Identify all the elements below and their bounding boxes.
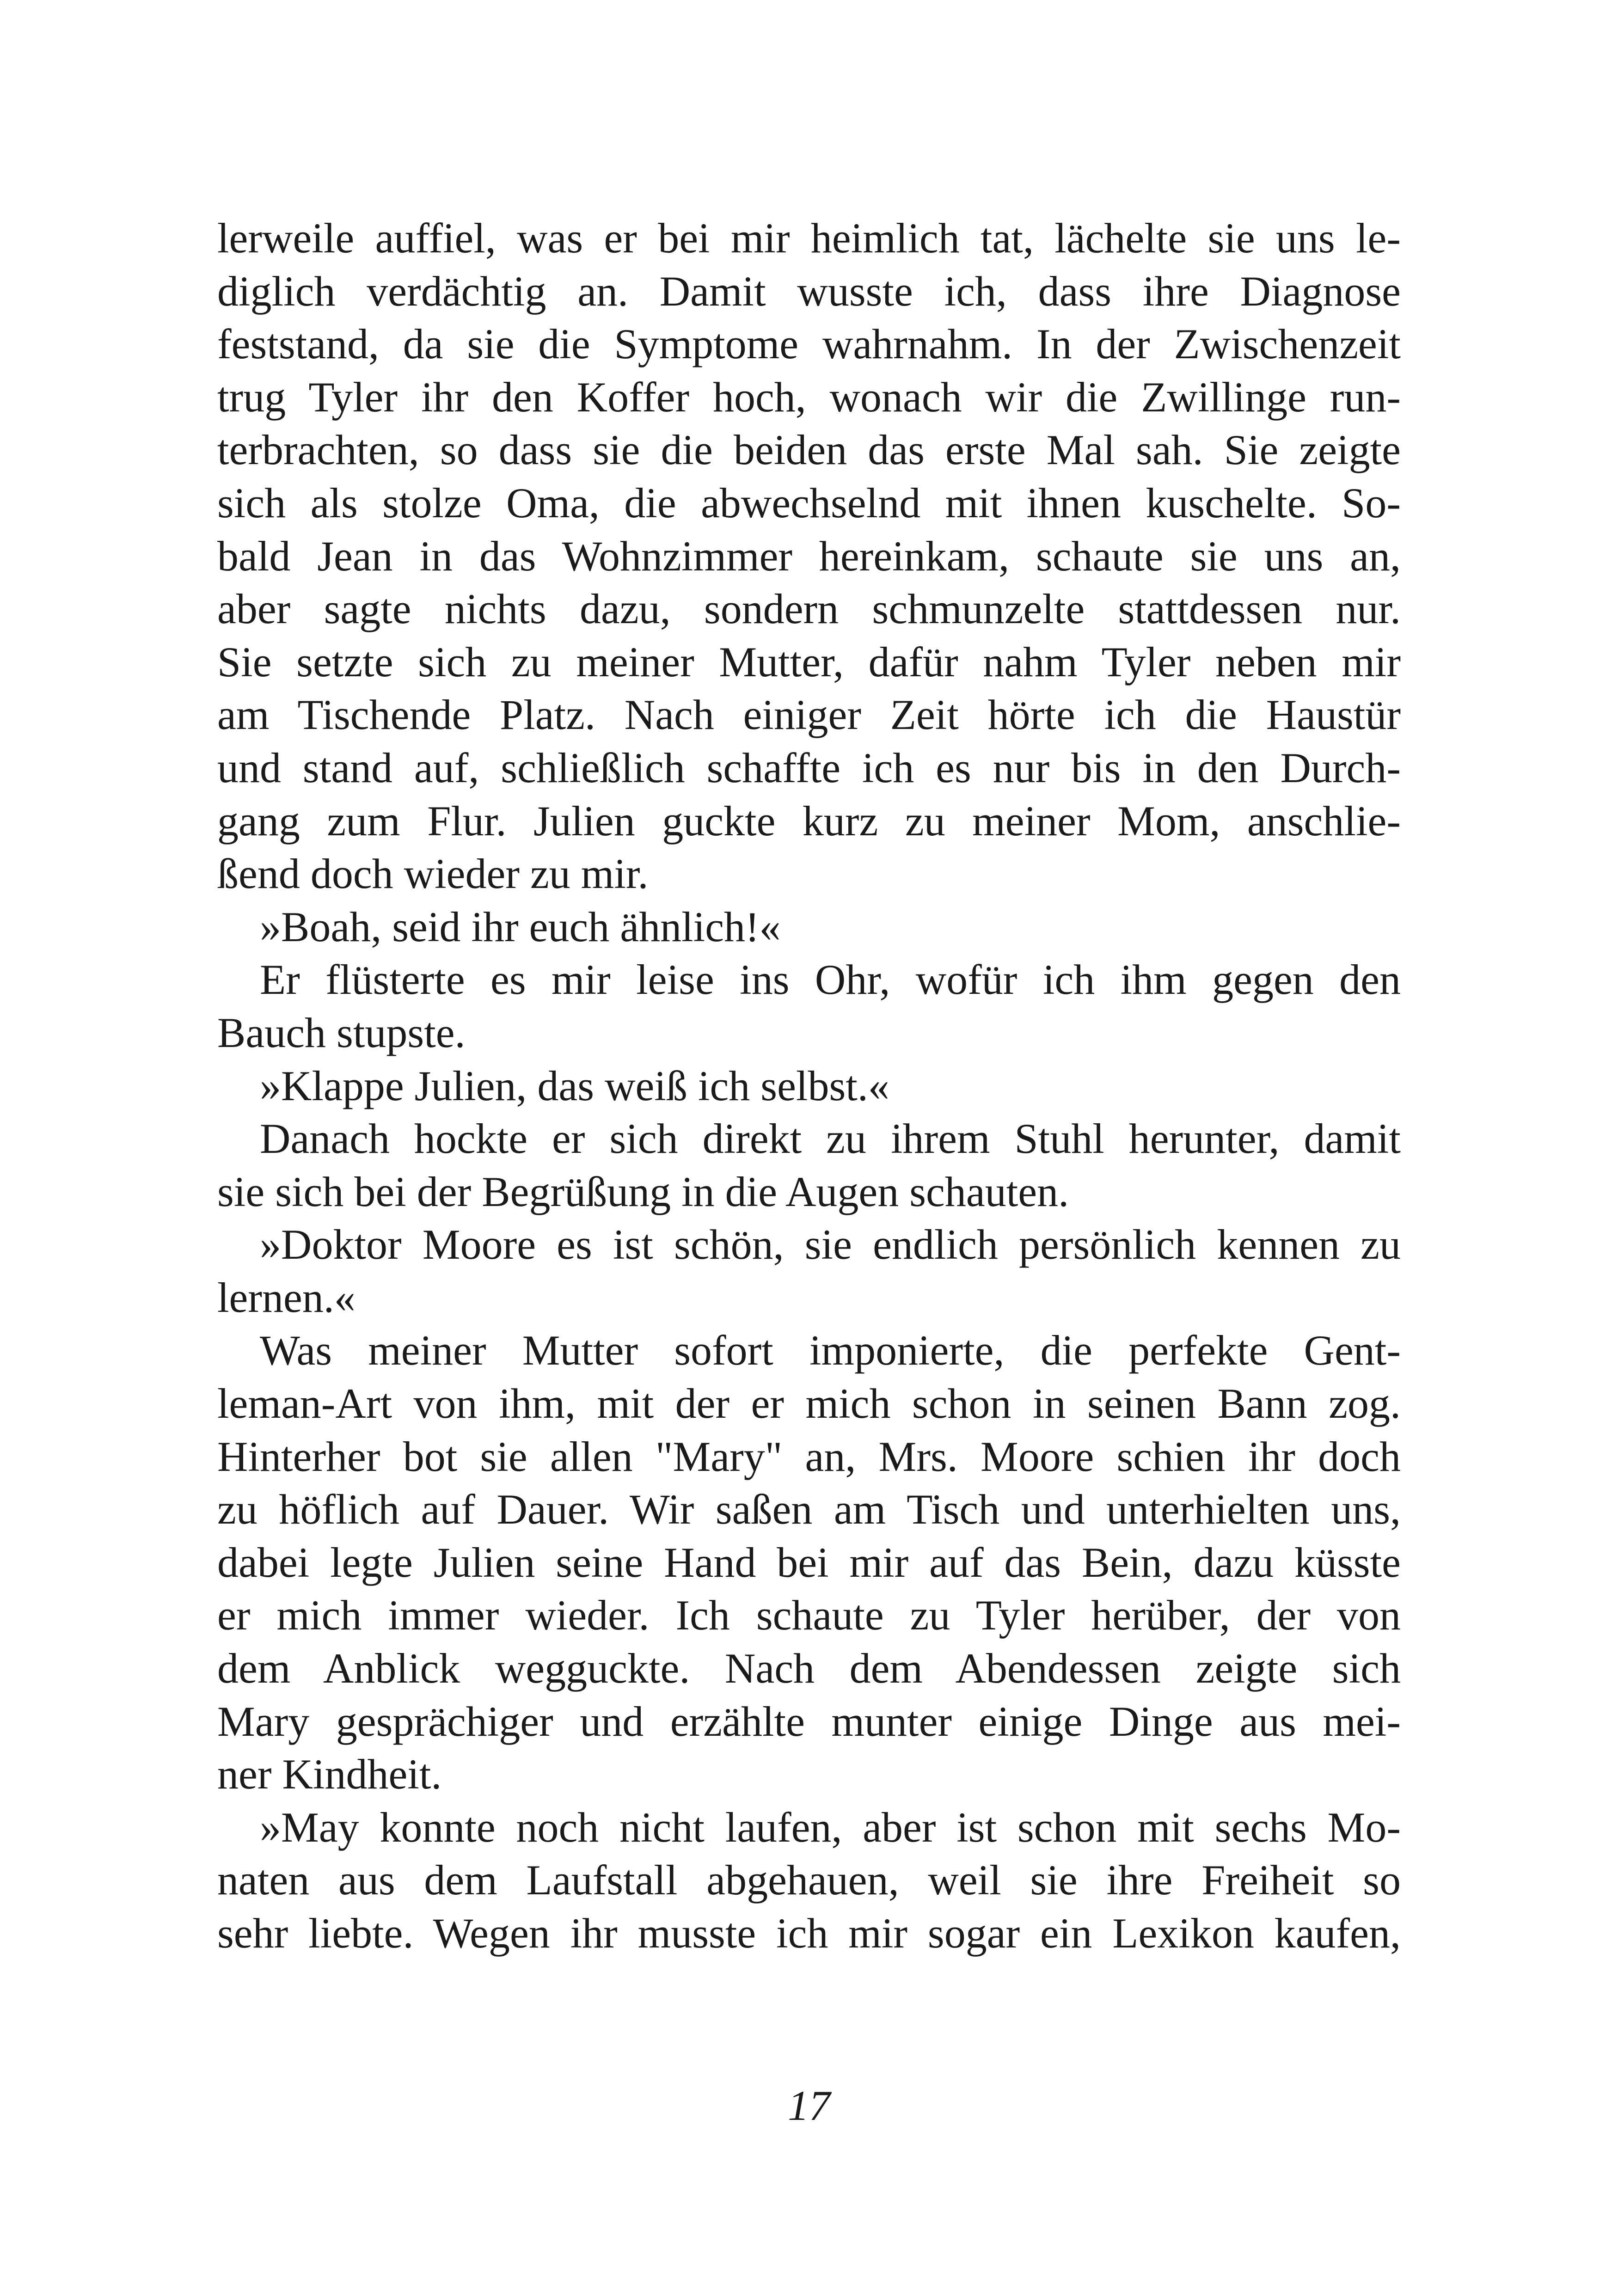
text-line: und stand auf, schließlich schaffte ich es nur bis in den Durch- bbox=[217, 744, 1401, 791]
text-line: Sie setzte sich zu meiner Mutter, dafür nahm Tyler neben mir bbox=[217, 638, 1401, 686]
text-line: er mich immer wieder. Ich schaute zu Tyler herüber, der von bbox=[217, 1592, 1401, 1639]
text-line: leman-Art von ihm, mit der er mich schon in seinen Bann zog. bbox=[217, 1380, 1401, 1427]
text-line: ßend doch wieder zu mir. bbox=[217, 850, 649, 898]
text-line: ner Kindheit. bbox=[217, 1751, 442, 1798]
text-line: Bauch stupste. bbox=[217, 1009, 466, 1056]
text-line: zu höflich auf Dauer. Wir saßen am Tisch und unterhielten uns, bbox=[217, 1486, 1401, 1533]
text-line: sehr liebte. Wegen ihr musste ich mir sogar ein Lexikon kaufen, bbox=[217, 1910, 1401, 1957]
text-line: dem Anblick wegguckte. Nach dem Abendessen zeigte sich bbox=[217, 1645, 1401, 1692]
text-line: »Klappe Julien, das weiß ich selbst.« bbox=[260, 1062, 889, 1109]
text-line: terbrachten, so dass sie die beiden das erste Mal sah. Sie zeigte bbox=[217, 426, 1401, 474]
text-line: lerweile auffiel, was er bei mir heimlich tat, lächelte sie uns le- bbox=[217, 214, 1401, 262]
text-line: naten aus dem Laufstall abgehauen, weil sie ihre Freiheit so bbox=[217, 1856, 1401, 1904]
text-line: gang zum Flur. Julien guckte kurz zu meiner Mom, anschlie- bbox=[217, 797, 1401, 845]
text-line: sie sich bei der Begrüßung in die Augen schauten. bbox=[217, 1168, 1069, 1215]
text-line: aber sagte nichts dazu, sondern schmunzelte stattdessen nur. bbox=[217, 585, 1401, 633]
text-line: Hinterher bot sie allen "Mary" an, Mrs. Moore schien ihr doch bbox=[217, 1433, 1401, 1480]
text-line: Mary gesprächiger und erzählte munter einige Dinge aus mei- bbox=[217, 1697, 1401, 1745]
text-line: dabei legte Julien seine Hand bei mir auf das Bein, dazu küsste bbox=[217, 1538, 1401, 1586]
text-line: feststand, da sie die Symptome wahrnahm. In der Zwischenzeit bbox=[217, 320, 1401, 368]
text-line: »Doktor Moore es ist schön, sie endlich persönlich kennen zu bbox=[260, 1221, 1401, 1268]
text-line: Danach hockte er sich direkt zu ihrem Stuhl herunter, damit bbox=[260, 1115, 1401, 1163]
text-line: sich als stolze Oma, die abwechselnd mit ihnen kuschelte. So- bbox=[217, 479, 1401, 527]
text-line: »Boah, seid ihr euch ähnlich!« bbox=[260, 903, 781, 950]
text-line: Er flüsterte es mir leise ins Ohr, wofür ich ihm gegen den bbox=[260, 956, 1401, 1004]
text-line: »May konnte noch nicht laufen, aber ist schon mit sechs Mo- bbox=[260, 1803, 1401, 1851]
text-line: Was meiner Mutter sofort imponierte, die perfekte Gent- bbox=[260, 1327, 1401, 1374]
text-line: lernen.« bbox=[217, 1274, 355, 1321]
text-line: bald Jean in das Wohnzimmer hereinkam, schaute sie uns an, bbox=[217, 532, 1401, 580]
text-line: am Tischende Platz. Nach einiger Zeit hörte ich die Haustür bbox=[217, 691, 1401, 739]
page-number: 17 bbox=[788, 2082, 830, 2129]
body-text bbox=[217, 212, 1401, 1960]
text-line: diglich verdächtig an. Damit wusste ich, dass ihre Diagnose bbox=[217, 267, 1401, 315]
text-line: trug Tyler ihr den Koffer hoch, wonach wir die Zwillinge run- bbox=[217, 373, 1401, 421]
